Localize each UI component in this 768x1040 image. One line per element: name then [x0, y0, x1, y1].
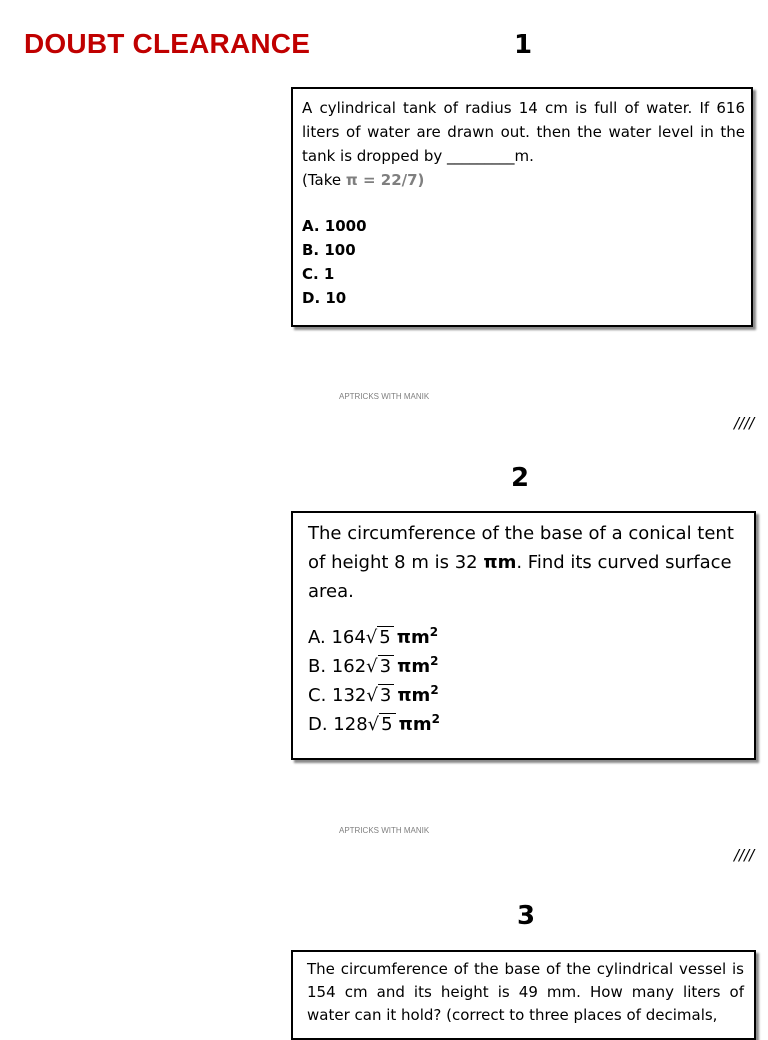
note-value: π = 22/7) [345, 171, 425, 189]
slide-mark: //// [734, 846, 755, 864]
option-c: C. 132√ 3 $\pi m^2$ [308, 683, 439, 706]
option-a: A. 1000 [302, 217, 367, 235]
question-number-1: 1 [514, 30, 533, 60]
question-number-3: 3 [517, 901, 536, 931]
question-box-2 [291, 511, 756, 760]
question-text-2 [308, 519, 744, 606]
option-d: D. 10 [302, 289, 347, 307]
question-box-1 [291, 87, 753, 327]
text-suffix: . Find its curved surface area. [308, 552, 732, 602]
note-prefix: (Take [302, 171, 346, 189]
option-b: B. 162√ 3 $\pi m^2$ [308, 654, 439, 677]
slide-mark: //// [734, 414, 755, 432]
text-unit: πm [483, 552, 517, 573]
option-b: B. 100 [302, 241, 356, 259]
option-c: C. 1 [302, 265, 335, 283]
page-title: DOUBT CLEARANCE [24, 28, 311, 59]
option-a: A. 164√ 5 $\pi m^2$ [308, 625, 439, 648]
question-text-1: A cylindrical tank of radius 14 cm is full of water. If 616 liters of water are drawn out. then the water level in the tank is dropped by _________m. [302, 99, 745, 165]
question-number-2: 2 [511, 463, 530, 493]
option-d: D. 128√ 5 $\pi m^2$ [308, 712, 440, 735]
footer-text: APTRICKS WITH MANIK [339, 392, 430, 401]
question-note-1 [302, 168, 745, 192]
text-prefix: The circumference of the base of a conical tent of height 8 m is 32 [308, 523, 734, 573]
question-text-3: The circumference of the base of the cylindrical vessel is 154 cm and its height is 49 mm. How many liters of water can it hold? (correct to three places of decimals, [307, 960, 744, 1024]
footer-text: APTRICKS WITH MANIK [339, 826, 430, 835]
question-box-3 [291, 950, 756, 1040]
